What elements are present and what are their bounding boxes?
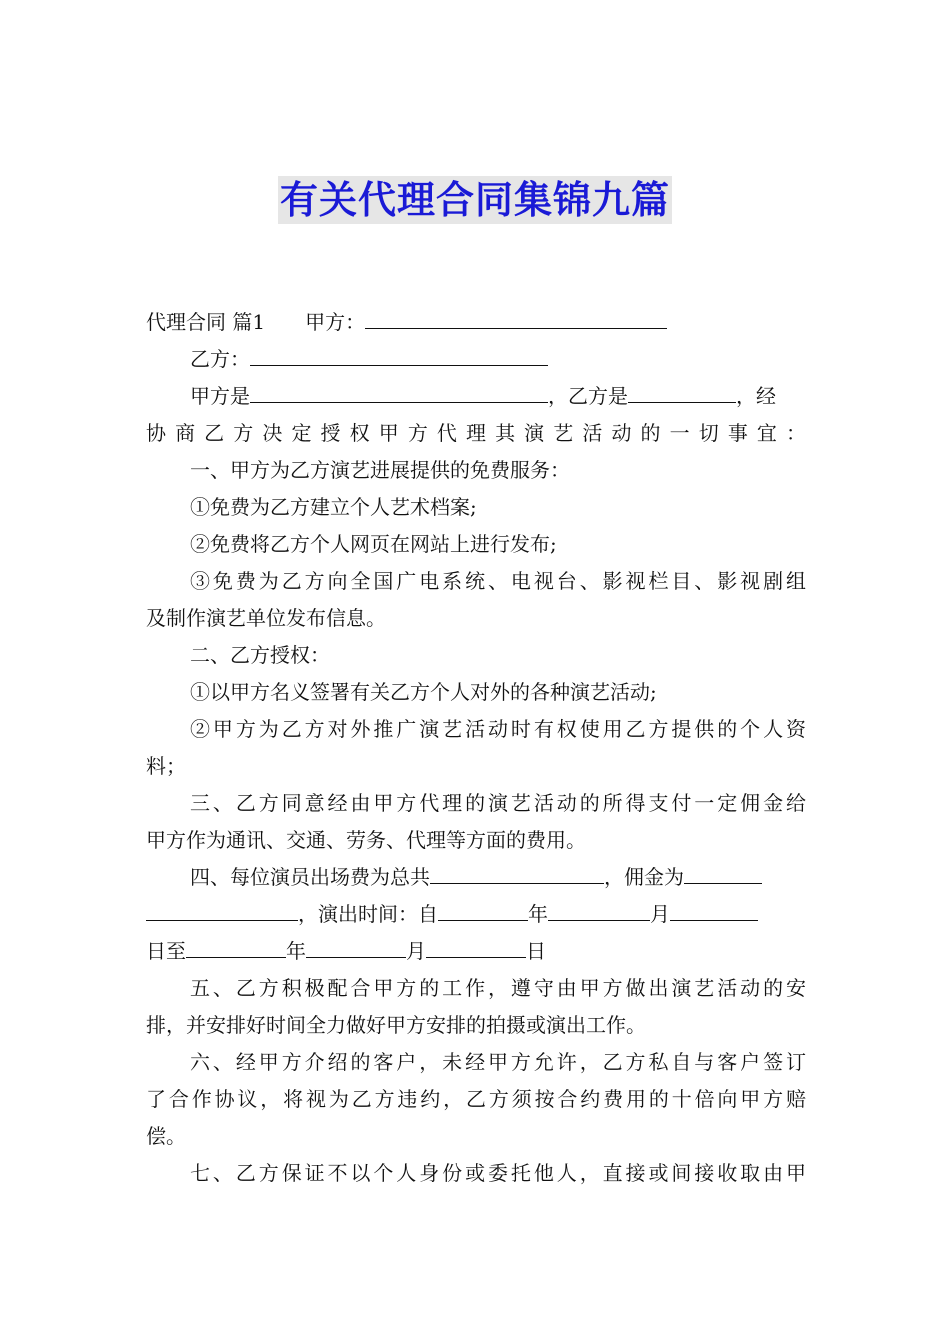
title-container [0, 176, 950, 224]
text-line [146, 859, 806, 896]
text-line [146, 896, 806, 933]
document-title: 有关代理合同集锦九篇 [279, 178, 670, 222]
fill-blank [438, 898, 528, 921]
text-line: 了合作协议，将视为乙方违约，乙方须按合约费用的十倍向甲方赔 [146, 1087, 806, 1111]
text-line: 二、乙方授权： [190, 643, 330, 667]
text-fragment: ，乙方是 [548, 384, 628, 408]
text-fragment: 月 [650, 902, 670, 926]
text-line [146, 341, 806, 378]
text-line: ②免费将乙方个人网页在网站上进行发布; [190, 532, 557, 556]
text-line: 三、乙方同意经由甲方代理的演艺活动的所得支付一定佣金给 [190, 791, 806, 815]
text-fragment: 月 [406, 939, 426, 963]
text-line: 七、乙方保证不以个人身份或委托他人，直接或间接收取由甲 [190, 1161, 806, 1185]
fill-blank [548, 898, 650, 921]
text-fragment: ，演出时间：自 [298, 902, 438, 926]
text-fragment: 年 [286, 939, 306, 963]
text-fragment: 年 [528, 902, 548, 926]
text-line: 六、经甲方介绍的客户，未经甲方允许，乙方私自与客户签订 [190, 1050, 806, 1074]
text-line: ①以甲方名义签署有关乙方个人对外的各种演艺活动; [190, 680, 657, 704]
text-line: ③免费为乙方向全国广电系统、电视台、影视栏目、影视剧组 [190, 569, 806, 593]
text-line: 甲方作为通讯、交通、劳务、代理等方面的费用。 [146, 828, 586, 852]
party-a-blank [365, 306, 667, 329]
text-line: 五、乙方积极配合甲方的工作，遵守由甲方做出演艺活动的安 [190, 976, 806, 1000]
text-fragment: 四、每位演员出场费为总共 [190, 865, 430, 889]
fill-blank [684, 861, 762, 884]
text-line [146, 304, 806, 341]
section-heading: 代理合同 篇1 [146, 310, 266, 334]
text-line: ②甲方为乙方对外推广演艺活动时有权使用乙方提供的个人资 [190, 717, 806, 741]
text-line: 一、甲方为乙方演艺进展提供的免费服务： [190, 458, 570, 482]
text-line: 协商乙方决定授权甲方代理其演艺活动的一切事宜： [146, 421, 806, 445]
text-line: 及制作演艺单位发布信息。 [146, 606, 386, 630]
text-fragment: 日至 [146, 939, 186, 963]
party-b-label: 乙方： [190, 347, 250, 371]
party-b-blank [250, 343, 548, 366]
fill-blank [628, 380, 736, 403]
text-fragment: 甲方是 [190, 384, 250, 408]
fill-blank [186, 935, 286, 958]
text-fragment: 日 [526, 939, 546, 963]
text-line: 偿。 [146, 1124, 186, 1148]
text-line [146, 933, 806, 970]
contract-body [146, 304, 806, 1192]
text-line: 排，并安排好时间全力做好甲方安排的拍摄或演出工作。 [146, 1013, 646, 1037]
text-line: ①免费为乙方建立个人艺术档案; [190, 495, 477, 519]
text-line: 料； [146, 754, 186, 778]
text-fragment: ，经 [736, 384, 776, 408]
fill-blank [306, 935, 406, 958]
fill-blank [430, 861, 604, 884]
fill-blank [146, 898, 298, 921]
fill-blank [250, 380, 548, 403]
fill-blank [670, 898, 758, 921]
text-fragment: ，佣金为 [604, 865, 684, 889]
fill-blank [426, 935, 526, 958]
party-a-label: 甲方： [305, 310, 366, 334]
text-line [146, 378, 806, 415]
